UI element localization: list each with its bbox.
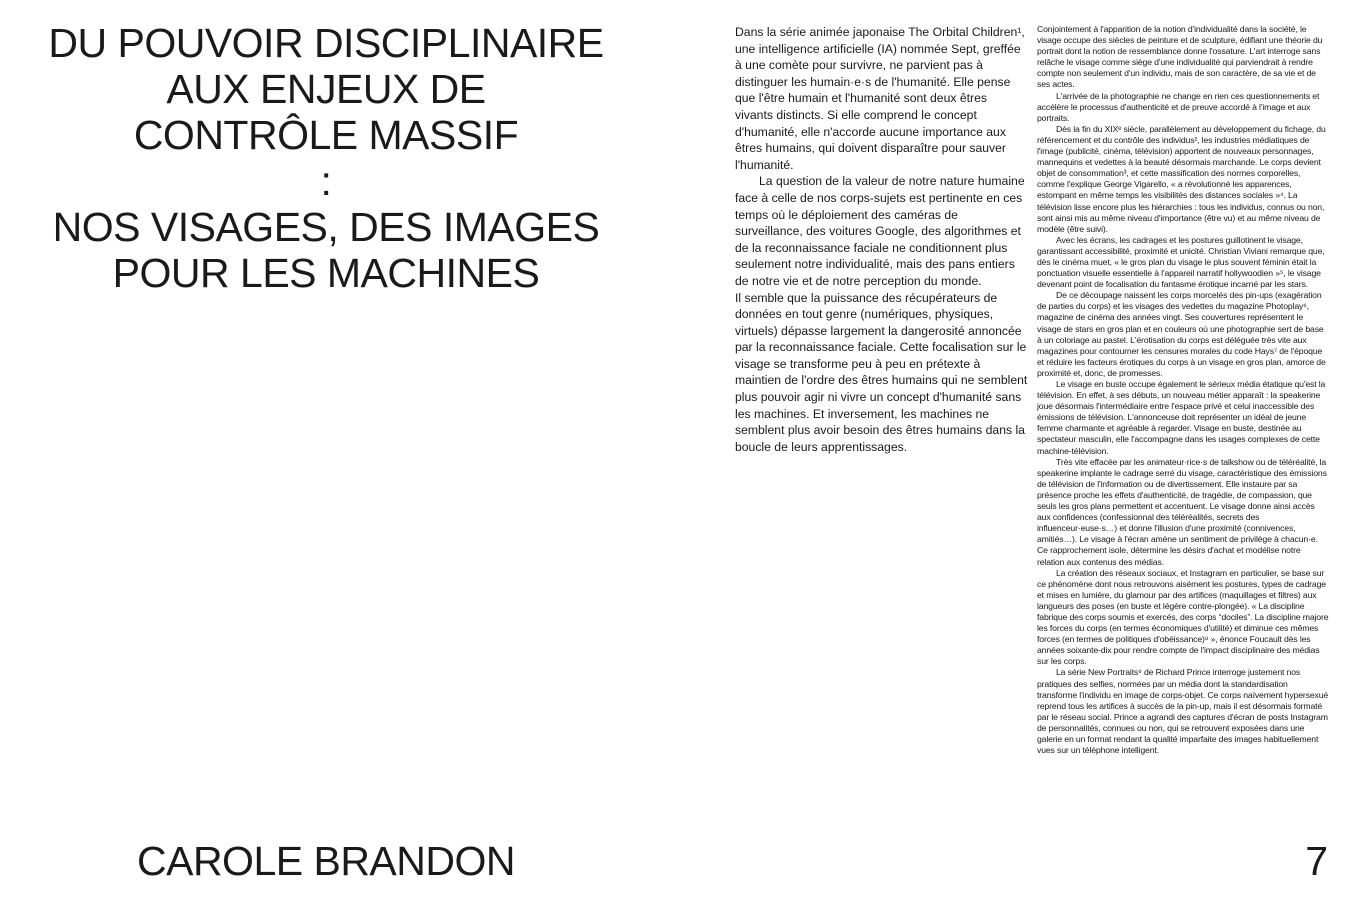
title-line: : xyxy=(320,158,332,204)
body-paragraph: Dès la fin du XIXᵉ siècle, parallèlement au développement du fichage, du référencement et du contrôle des individus², les industries médiatiques de l'image (publicité, cinéma, télévision) apportent de nouveaux personnages, mannequins et vedettes à la beauté désormais marchande. Le corps devient objet de consommation³, et cette massification des normes corporelles, comme l'explique George Vigarello, « a révolutionné les apparences, estompant en même temps les visibilités des distances sociales »⁴. La télévision lisse encore plus les hiérarchies : tous les individus, connus ou non, sont ainsi mis au même niveau d'importance (être vu) et au même niveau de modèle (être suivi). xyxy=(1037,123,1326,234)
body-paragraph: La création des réseaux sociaux, et Instagram en particulier, se base sur ce phénomène dont nous retrouvons aisément les postures, types de cadrage et mises en lumière, du glamour par des artifices (maquillages et filtres) aux langueurs des poses (en buste et légère contre-plongée). « La discipline fabrique des corps soumis et exercés, des corps “dociles”. La discipline majore les forces du corps (en termes économiques d'utilité) et diminue ces mêmes forces (en termes de politiques d'obéissance)⁸ », énonce Foucault dès les années soixante-dix pour rendre compte de l'impact disciplinaire des médias sur les corps. xyxy=(1037,567,1329,667)
body-paragraph: L'arrivée de la photographie ne change en rien ces questionnements et accélère le processus d'authenticité et de preuve accordé à l'image et aux portraits. xyxy=(1037,90,1320,123)
intro-paragraph: Il semble que la puissance des récupérateurs de données en tout genre (numériques, physiques, virtuels) dépasse largement la dangerosité annoncée par la reconnaissance faciale. Cette focalisation sur le visage se transforme peu à peu en prétexte à maintien de l'ordre des êtres humains qui ne semblent plus pouvoir agir ni vivre un concept d'humanité sans les machines. Et inversement, les machines ne semblent plus avoir besoin des êtres humains dans la boucle de leurs apprentissages. xyxy=(735,290,1028,454)
body-column xyxy=(1037,24,1329,756)
body-paragraph: La série New Portraits⁹ de Richard Prince interroge justement nos pratiques des selfies, normées par un média dont la standardisation transforme l'individu en image de corps-objet. Ce corps naïvement hypersexué reprend tous les artifices à succès de la pin-up, mais il est désormais formaté par le réseau social. Prince a agrandi des captures d'écran de posts Instagram de personnalités, connues ou non, qui se retrouvent exposées dans une galerie en un format rendant la qualité imparfaite des images habituellement vues sur un téléphone intelligent. xyxy=(1037,667,1329,756)
page-number: 7 xyxy=(1305,838,1328,884)
intro-paragraph: La question de la valeur de notre nature humaine face à celle de nos corps-sujets est pertinente en ces temps où le déploiement des caméras de surveillance, des voitures Google, des algorithmes et de la reconnaissance faciale ne conditionnent plus seulement notre individualité, mais des pans entiers de notre vie et de notre perception du monde. xyxy=(735,174,1025,288)
left-page xyxy=(0,0,652,905)
body-paragraph: De ce découpage naissent les corps morcelés des pin-ups (exagération de parties du corps) et les visages des vedettes du magazine Photoplay⁶, magazine de cinéma des années vingt. Ses couvertures représentent le visage de stars en gros plan et en couleurs où une photographie sert de base à un coloriage au pastel. L'érotisation du corps est déléguée très vite aux magazines pour contourner les censures morales du code Hays⁷ de l'époque et réduire les facteurs érotiques du corps à un visage en gros plan, amorce de proximité et, donc, de promesses. xyxy=(1037,290,1326,378)
article-title xyxy=(30,20,622,296)
title-line: POUR LES MACHINES xyxy=(112,250,540,296)
author-name: CAROLE BRANDON xyxy=(136,838,515,884)
title-line: NOS VISAGES, DES IMAGES xyxy=(52,204,600,250)
body-paragraph: Avec les écrans, les cadrages et les postures guillotinent le visage, garantissant accessibilité, proximité et unicité. Christian Viviani remarque que, dès le cinéma muet, « le gros plan du visage le plus souvent féminin était la ponctuation visuelle essentielle à l'appareil narratif hollywoodien »⁵, le visage devenant point de focalisation du fantasme érotique incarné par les stars. xyxy=(1037,234,1325,290)
body-paragraph: Conjointement à l'apparition de la notion d'individualité dans la société, le visage occupe des siècles de peinture et de sculpture, édifiant une théorie du portrait dont la notion de ressemblance donne l'ossature. L'art interroge sans relâche le visage comme siège d'une individualité qui parviendrait à rendre compte non seulement d'un individu, mais de son caractère, de sa vie et de ses actes. xyxy=(1037,24,1323,90)
title-line: CONTRÔLE MASSIF xyxy=(133,112,519,158)
intro-column xyxy=(735,24,1028,455)
title-line: DU POUVOIR DISCIPLINAIRE xyxy=(48,20,604,66)
body-paragraph: Très vite effacée par les animateur·rice·s de talkshow ou de téléréalité, la speakerine implante le cadrage serré du visage, caractéristique des émissions de télévision de l'information ou de divertissement. Elle instaure par sa présence proche les effets d'authenticité, de tragédie, de compassion, que seuls les gros plans permettent et accentuent. Le visage donne ainsi accès aux confidences (confessionnal des téléréalités, secrets des influenceur·euse·s…) et donne l'illusion d'une proximité (connivences, amitiés…). Le visage à l'écran amène un sentiment de privilège à chacun·e. Ce rapprochement isole, détermine les désirs d'achat et modélise notre relation aux contenus des médias. xyxy=(1037,456,1327,567)
right-page xyxy=(652,0,1356,905)
title-line: AUX ENJEUX DE xyxy=(166,66,486,112)
intro-paragraph: Dans la série animée japonaise The Orbital Children¹, une intelligence artificielle (IA) nommée Sept, greffée à une comète pour survivre, ne parvient pas à distinguer les humain·e·s de l'humanité. Elle pense que l'être humain et l'humanité sont deux êtres vivants distincts. Si elle comprend le concept d'humanité, elle n'accorde aucune importance aux êtres humains, qui doivent disparaître pour sauver l'humanité. xyxy=(735,25,1025,172)
body-paragraph: Le visage en buste occupe également le sérieux média étatique qu'est la télévision. En effet, à ses débuts, un nouveau métier apparaît : la speakerine joue désormais l'intermédiaire entre l'espace privé et celui inaccessible des émissions de télévision. L'annonceuse doit représenter un idéal de jeune femme charmante et agréable à regarder. Visage en buste, destinée au spectateur masculin, elle l'accompagne dans les usages complexes de cette machine-télévision. xyxy=(1037,379,1326,456)
